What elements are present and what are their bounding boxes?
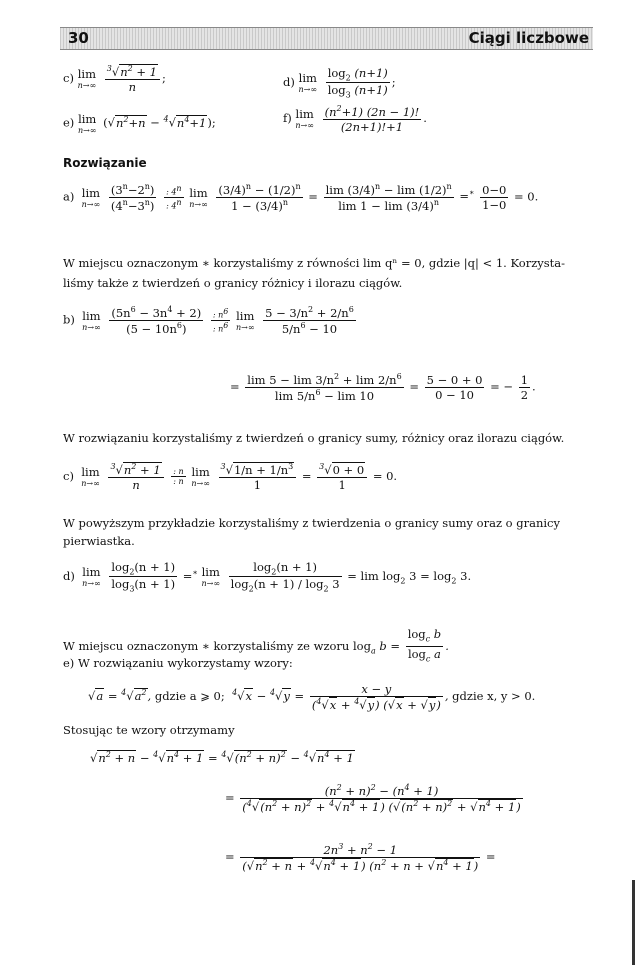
- solution-a: a) lim n→∞ $\frac{(3^n-2^n)}{(4^n-3^n)}$ $\frac{: 4^n}{: 4^n}$ lim n→∞ $\frac{(3/4)^n - (1/2)^n}{1 - (3/4)^n}$ = $\frac{\lim (3/4)^n - \lim (1/2)^n}{\lim 1 - \lim (3/4)^n}$ =∗ $\frac{0-0}{1-0}$ = 0.: [63, 182, 539, 213]
- e-step2: = $\frac{(n^2 + n)^2 - (n^4 + 1)}{(^4√(n^2 + n)^2 + ^4√n^4 + 1) (√(n^2 + n)^2 + √n^4 + 1)}$: [225, 783, 521, 814]
- section-title: Ciągi liczbowe: [468, 29, 589, 47]
- note-c: W powyższym przykładzie korzystaliśmy z twierdzenia o granicy sumy oraz o granicy: [63, 516, 560, 530]
- exercise-d: d) lim n→∞ $\frac{\log_2 (n+1)}{\log_3 (n+1)}$ ;: [283, 66, 396, 100]
- solution-d: d) lim n→∞ $\frac{\log_2(n + 1)}{\log_3(n + 1)}$ =∗ lim n→∞ $\frac{\log_2(n + 1)}{\log_2(n + 1) / \log_2 3}$ = $\lim \log_2 3 = \log_2 3$.: [63, 560, 472, 594]
- exercise-c: c) lim n→∞ $\frac{^3√n^2 + 1}{n}$ ;: [63, 64, 166, 94]
- e-step1: $√n^2 + n - ^4√n^4 + 1 = ^4√(n^2 + n)^2 - ^4√n^4 + 1$: [90, 750, 354, 765]
- e-formulas: $√a = ^4√a^2$, gdzie a ⩾ 0; $^4$√x − $^4$√y = $\frac{x - y}{(^4√x + ^4√y) (√x + √y)}$ , gdzie x, y > 0.: [88, 682, 536, 712]
- page-header: [60, 27, 593, 50]
- solution-heading: Rozwiązanie: [63, 156, 147, 170]
- e-intro: e) W rozwiązaniu wykorzystamy wzory:: [63, 656, 293, 670]
- e-apply: Stosując te wzory otrzymamy: [63, 723, 235, 737]
- exercise-e: e) lim n→∞ $(√n^2+n - ^4√n^4+1)$;: [63, 112, 216, 135]
- solution-b: b) lim n→∞ $\frac{(5n^6 - 3n^4 + 2)}{(5 - 10n^6)}$ $\frac{: n^6}{: n^6}$ lim n→∞ $\frac{5 - 3/n^2 + 2/n^6}{5/n^6 - 10}$: [63, 305, 354, 336]
- solution-c: c) lim n→∞ $\frac{^3√n^2 + 1}{n}$ $\frac{: n}{: n}$ lim n→∞ $\frac{^3√1/n + 1/n^3}{1}$ = $\frac{^3√0 + 0}{1}$ = 0.: [63, 462, 398, 492]
- note-b: W rozwiązaniu korzystaliśmy z twierdzeń o granicy sumy, różnicy oraz ilorazu ciągów.: [63, 431, 565, 445]
- page-number: 30: [68, 29, 89, 47]
- e-step3: = $\frac{2n^3 + n^2 - 1}{(√n^2 + n + ^4√n^4 + 1) (n^2 + n + √n^4 + 1)}$ =: [225, 842, 496, 873]
- note-a: W miejscu oznaczonym ∗ korzystaliśmy z równości lim qⁿ = 0, gdzie |q| < 1. Korzysta-: [63, 256, 566, 270]
- solution-b-step2: = $\frac{\lim 5 - \lim 3/n^2 + \lim 2/n^6}{\lim 5/n^6 - \lim 10}$ = $\frac{5 - 0 + 0}{0 - 10}$ = − $\frac{1}{2}$ .: [230, 372, 536, 403]
- page-edge-mark: [632, 880, 635, 965]
- note-c-2: pierwiastka.: [63, 534, 135, 548]
- note-a-2: liśmy także z twierdzeń o granicy różnicy i ilorazu ciągów.: [63, 276, 403, 290]
- note-d: W miejscu oznaczonym ∗ korzystaliśmy ze wzoru $\log_a b$ = $\frac{\log_c b}{\log_c a}$ .: [63, 627, 449, 664]
- exercise-f: f) lim n→∞ $\frac{(n^2+1) (2n - 1)!}{(2n+1)!+1}$ .: [283, 104, 427, 134]
